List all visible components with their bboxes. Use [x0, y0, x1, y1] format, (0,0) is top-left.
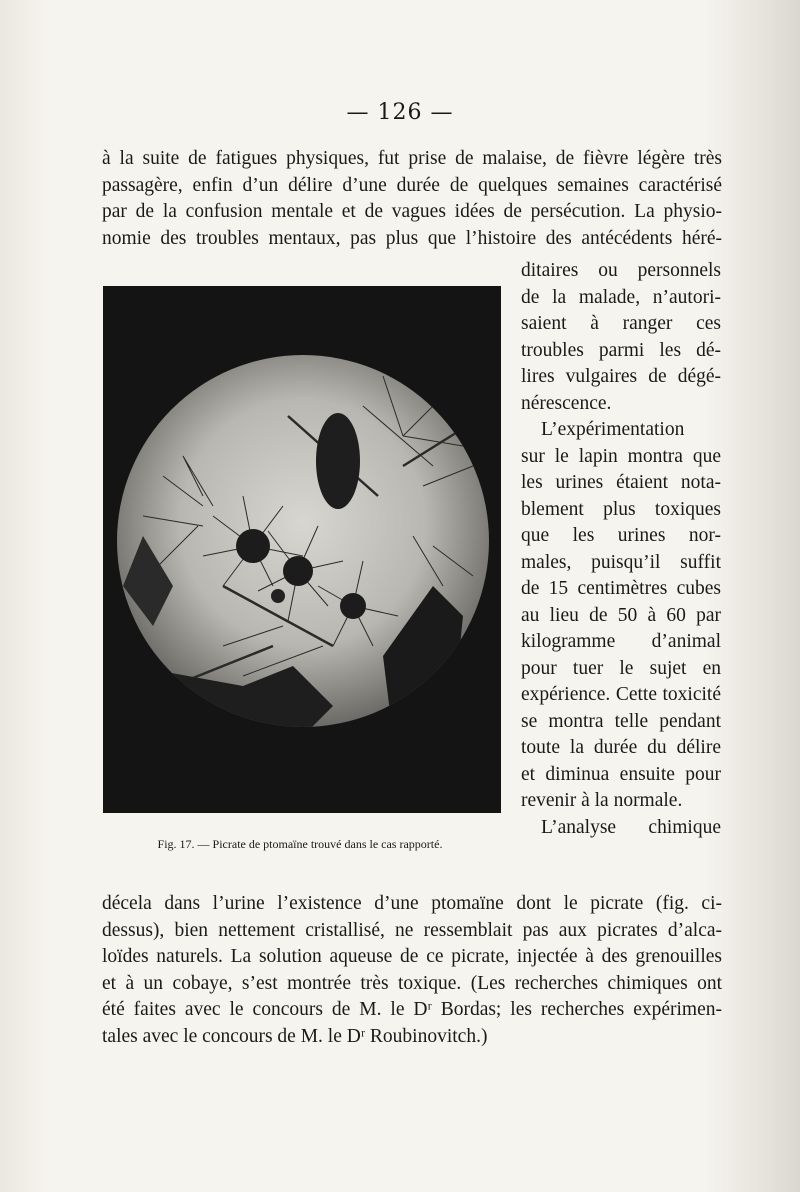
closing-paragraph — [102, 891, 722, 1050]
text-line: de la malade, n’autori- — [521, 286, 721, 308]
text-line: nomie des troubles mentaux, pas plus que l’histoire des antécédents héré- — [102, 227, 722, 249]
text-line: troubles parmi les dé- — [521, 339, 721, 361]
text-line: que les urines nor- — [521, 525, 721, 546]
text-line: expérience. Cette toxicité — [521, 684, 721, 705]
text-line: tales avec le concours de M. le Dʳ Roubinovitch.) — [102, 1025, 488, 1047]
text-line: lires vulgaires de dégé- — [521, 366, 721, 387]
text-line: males, puisqu’il suffit — [521, 551, 721, 573]
text-line: L’expérimentation — [541, 419, 685, 440]
text-line: et à un cobaye, s’est montrée très toxique. (Les recherches chimiques ont — [102, 972, 722, 994]
text-line: dessus), bien nettement cristallisé, ne ressemblait pas aux picrates d’alca- — [102, 919, 722, 941]
text-line: pour tuer le sujet en — [521, 657, 721, 679]
text-line: les urines étaient nota- — [521, 472, 721, 493]
text-line: sur le lapin montra que — [521, 445, 721, 467]
text-line: de 15 centimètres cubes — [521, 578, 721, 599]
text-line: revenir à la normale. — [521, 790, 683, 811]
text-line: nérescence. — [521, 392, 612, 414]
text-line: à la suite de fatigues physiques, fut prise de malaise, de fièvre légère très — [102, 148, 722, 169]
text-line: toute la durée du délire — [521, 737, 721, 758]
text-line: par de la confusion mentale et de vagues idées de persécution. La physio- — [102, 201, 722, 222]
text-line: été faites avec le concours de M. le Dʳ Bordas; les recherches expérimen- — [102, 999, 722, 1020]
right-column-text — [521, 258, 721, 841]
text-line: blement plus toxiques — [521, 498, 721, 520]
page-number: — 126 — — [346, 100, 454, 125]
text-line: et diminua ensuite pour — [521, 763, 721, 785]
crystal-micrograph-image — [103, 286, 501, 813]
text-line: se montra telle pendant — [521, 710, 721, 732]
text-line: décela dans l’urine l’existence d’une ptomaïne dont le picrate (fig. ci- — [102, 893, 722, 914]
figure-caption: Fig. 17. — Picrate de ptomaïne trouvé dans le cas rapporté. — [157, 837, 443, 851]
text-line: kilogramme d’animal — [521, 631, 721, 652]
text-line: saient à ranger ces — [521, 313, 721, 334]
text-line: au lieu de 50 à 60 par — [521, 604, 721, 626]
micrograph-figure — [103, 286, 501, 813]
text-line: loïdes naturels. La solution aqueuse de ce picrate, injectée à des grenouilles — [102, 946, 722, 967]
intro-paragraph — [102, 146, 722, 252]
text-line: passagère, enfin d’un délire d’une durée de quelques semaines caractérisé — [102, 174, 722, 196]
text-line: ditaires ou personnels — [521, 260, 721, 281]
text-line: L’analyse chimique — [541, 816, 721, 838]
